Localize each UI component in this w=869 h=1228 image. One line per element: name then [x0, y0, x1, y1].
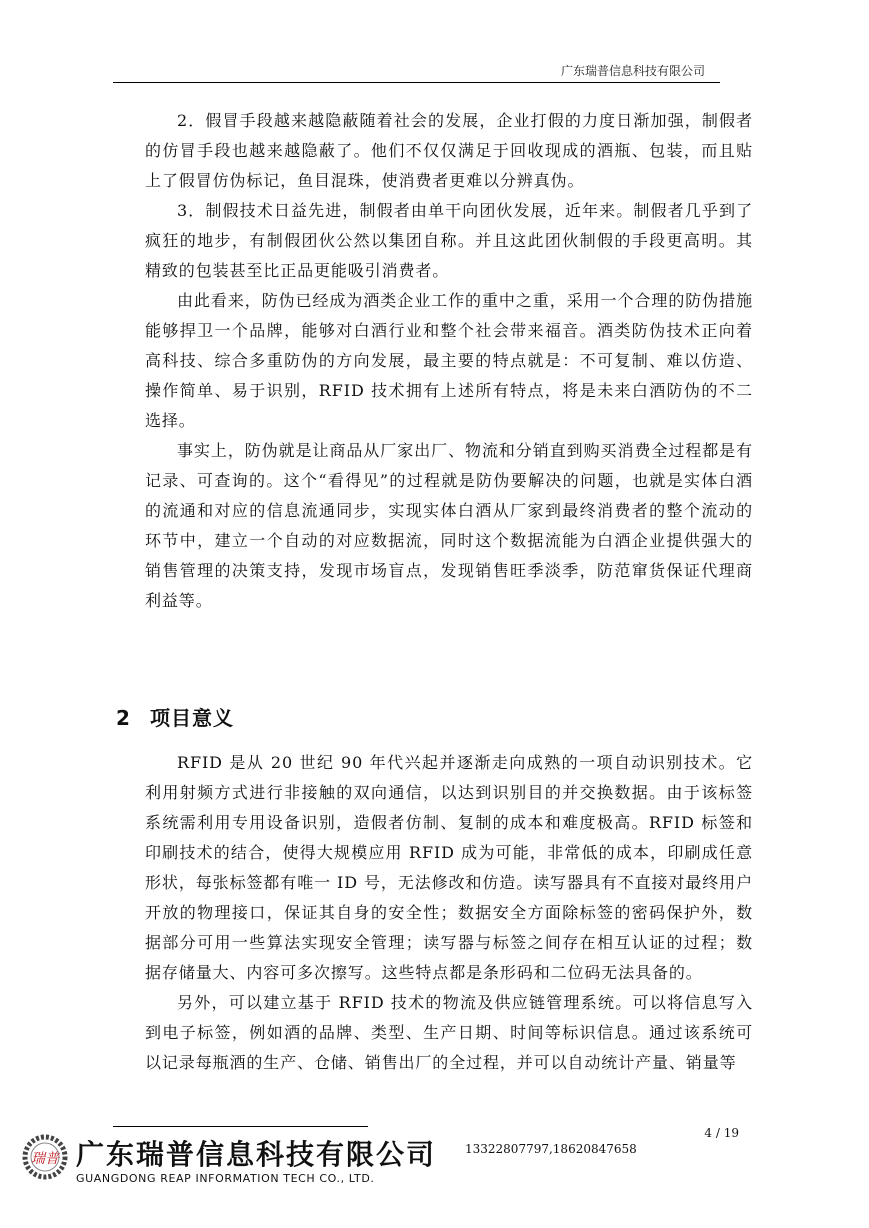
logo-mark-icon — [25, 1137, 65, 1177]
body-text-block-2 — [145, 748, 753, 1078]
page-number: 4 / 19 — [704, 1126, 739, 1140]
paragraph: 事实上，防伪就是让商品从厂家出厂、物流和分销直到购买消费全过程都是有记录、可查询的。这个“看得见”的过程就是防伪要解决的问题，也就是实体白酒的流通和对应的信息流通同步，实现实体白酒从厂家到最终消费者的整个流动的环节中，建立一个自动的对应数据流，同时这个数据流能为白酒企业提供强大的销售管理的决策支持，发现市场盲点，发现销售旺季淡季，防范窜货保证代理商利益等。 — [145, 441, 753, 610]
footer-divider — [113, 1126, 368, 1127]
page-header-company: 广东瑞普信息科技有限公司 — [560, 64, 705, 78]
contact-phone: 13322807797,18620847658 — [465, 1142, 637, 1156]
paragraph: 另外，可以建立基于 RFID 技术的物流及供应链管理系统。可以将信息写入到电子标签，例如酒的品牌、类型、生产日期、时间等标识信息。通过该系统可以记录每瓶酒的生产、仓储、销售出厂的全过程，并可以自动统计产量、销量等 — [145, 993, 753, 1072]
section-heading — [116, 702, 234, 731]
body-text-block-1 — [145, 106, 753, 616]
section-title: 项目意义 — [150, 706, 234, 730]
paragraph: RFID 是从 20 世纪 90 年代兴起并逐渐走向成熟的一项自动识别技术。它利用射频方式进行非接触的双向通信，以达到识别目的并交换数据。由于该标签系统需利用专用设备识别，造假者仿制、复制的成本和难度极高。RFID 标签和印刷技术的结合，使得大规模应用 RFID 成为可能，非常低的成本，印刷成任意形状，每张标签都有唯一 ID 号，无法修改和仿造。读写器具有不直接对最终用户开放的物理接口，保证其自身的安全性；数据安全方面除标签的密码保护外，数据部分可用一些算法实现安全管理；读写器与标签之间存在相互认证的过程；数据存储量大、内容可多次擦写。这些特点都是条形码和二位码无法具备的。 — [145, 753, 753, 982]
header-divider — [113, 82, 720, 83]
section-number: 2 — [116, 706, 131, 730]
paragraph: 2．假冒手段越来越隐蔽随着社会的发展，企业打假的力度日渐加强，制假者的仿冒手段也越来越隐蔽了。他们不仅仅满足于回收现成的酒瓶、包装，而且贴上了假冒仿伪标记，鱼目混珠，使消费者更难以分辨真伪。 — [145, 111, 753, 190]
paragraph: 由此看来，防伪已经成为酒类企业工作的重中之重，采用一个合理的防伪措施能够捍卫一个品牌，能够对白酒行业和整个社会带来福音。酒类防伪技术正向着高科技、综合多重防伪的方向发展，最主要的特点就是：不可复制、难以仿造、操作简单、易于识别，RFID 技术拥有上述所有特点，将是未来白酒防伪的不二选择。 — [145, 291, 753, 430]
company-logo — [16, 1130, 437, 1188]
paragraph: 3．制假技术日益先进，制假者由单干向团伙发展，近年来。制假者几乎到了疯狂的地步，有制假团伙公然以集团自称。并且这此团伙制假的手段更高明。其精致的包装甚至比正品更能吸引消费者。 — [145, 201, 753, 280]
logo-chinese-name: 广东瑞普信息科技有限公司 — [76, 1138, 437, 1171]
svg-text:瑞普: 瑞普 — [31, 1151, 59, 1167]
logo-english-name: GUANGDONG REAP INFORMATION TECH CO., LTD. — [76, 1172, 375, 1185]
